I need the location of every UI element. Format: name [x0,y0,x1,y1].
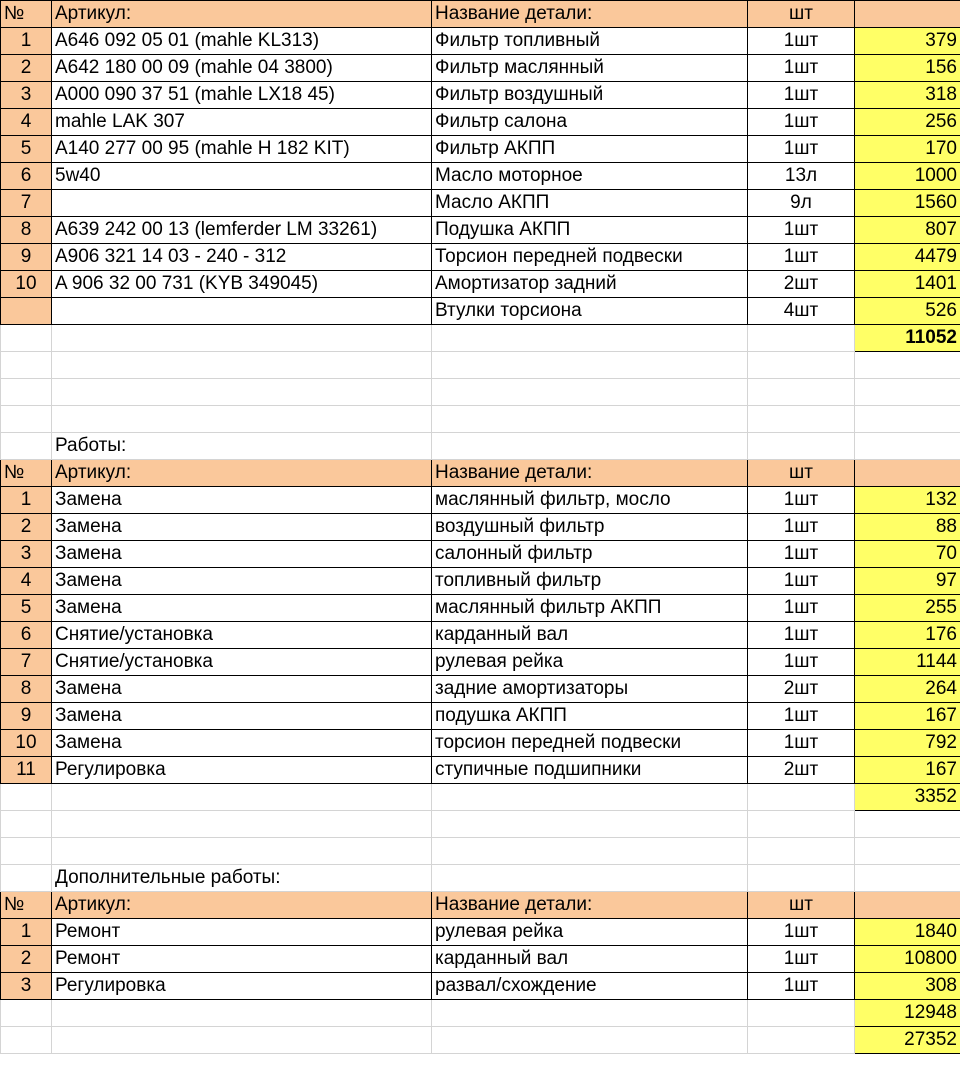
row-num[interactable]: 7 [1,649,52,676]
row-qty[interactable]: 2шт [748,757,855,784]
row-name[interactable]: Подушка АКПП [432,217,748,244]
empty-cell[interactable] [432,811,748,838]
row-name[interactable]: ступичные подшипники [432,757,748,784]
row-price[interactable]: 526 [855,298,960,325]
empty-row [1,406,960,433]
row-num[interactable]: 9 [1,244,52,271]
row-num[interactable]: 3 [1,82,52,109]
empty-cell[interactable] [1,325,52,352]
empty-cell[interactable] [748,433,855,460]
empty-cell[interactable] [432,784,748,811]
row-price[interactable]: 1401 [855,271,960,298]
row-qty[interactable]: 1шт [748,622,855,649]
parts-header-row [1,1,960,28]
row-qty[interactable]: 1шт [748,946,855,973]
row-price[interactable]: 176 [855,622,960,649]
row-name[interactable]: Втулки торсиона [432,298,748,325]
works-row [1,730,960,757]
empty-cell[interactable] [748,1000,855,1027]
row-name[interactable]: рулевая рейка [432,919,748,946]
row-num[interactable]: 5 [1,136,52,163]
row-name[interactable]: Фильтр маслянный [432,55,748,82]
row-price[interactable]: 1560 [855,190,960,217]
row-num[interactable]: 6 [1,163,52,190]
row-price[interactable]: 318 [855,82,960,109]
row-name[interactable]: Фильтр воздушный [432,82,748,109]
row-price[interactable]: 807 [855,217,960,244]
header-qty[interactable]: шт [748,460,855,487]
row-num[interactable]: 3 [1,973,52,1000]
row-article[interactable]: Регулировка [52,973,432,1000]
empty-cell[interactable] [748,352,855,379]
row-article[interactable]: A 906 32 00 731 (KYB 349045) [52,271,432,298]
row-article[interactable]: Замена [52,568,432,595]
row-article[interactable]: 5w40 [52,163,432,190]
works-total-row [1,784,960,811]
row-qty[interactable]: 1шт [748,919,855,946]
empty-cell[interactable] [52,406,432,433]
works-row [1,487,960,514]
row-name[interactable]: воздушный фильтр [432,514,748,541]
works-header-row [1,460,960,487]
row-article[interactable]: Ремонт [52,946,432,973]
row-price[interactable]: 256 [855,109,960,136]
row-price[interactable]: 170 [855,136,960,163]
row-article[interactable] [52,298,432,325]
row-num[interactable]: 10 [1,271,52,298]
header-price[interactable] [855,1,960,28]
empty-cell[interactable] [52,379,432,406]
row-qty[interactable]: 1шт [748,973,855,1000]
row-qty[interactable]: 1шт [748,136,855,163]
empty-cell[interactable] [1,838,52,865]
row-article[interactable]: A646 092 05 01 (mahle KL313) [52,28,432,55]
parts-row [1,28,960,55]
row-price[interactable]: 379 [855,28,960,55]
empty-cell[interactable] [1,1027,52,1054]
works-row [1,568,960,595]
works-row [1,649,960,676]
empty-cell[interactable] [855,811,960,838]
empty-cell[interactable] [855,865,960,892]
row-name[interactable]: подушка АКПП [432,703,748,730]
spreadsheet-body [1,1,960,1054]
row-price[interactable]: 70 [855,541,960,568]
row-article[interactable]: A642 180 00 09 (mahle 04 3800) [52,55,432,82]
extra-row [1,946,960,973]
extra-row [1,973,960,1000]
parts-row [1,82,960,109]
row-qty[interactable]: 2шт [748,676,855,703]
empty-cell[interactable] [52,1000,432,1027]
works-row [1,703,960,730]
row-qty[interactable]: 1шт [748,55,855,82]
row-article[interactable]: Замена [52,541,432,568]
row-price[interactable]: 1144 [855,649,960,676]
empty-cell[interactable] [1,1000,52,1027]
row-price[interactable]: 255 [855,595,960,622]
row-article[interactable]: Ремонт [52,919,432,946]
header-price[interactable] [855,892,960,919]
row-name[interactable]: развал/схождение [432,973,748,1000]
row-name[interactable]: Фильтр салона [432,109,748,136]
extra-title[interactable]: Дополнительные работы: [52,865,432,892]
empty-cell[interactable] [52,838,432,865]
row-qty[interactable]: 1шт [748,28,855,55]
parts-row [1,55,960,82]
parts-row [1,190,960,217]
empty-cell[interactable] [855,406,960,433]
empty-cell[interactable] [855,838,960,865]
row-article[interactable]: A906 321 14 03 - 240 - 312 [52,244,432,271]
row-article[interactable]: Замена [52,514,432,541]
empty-cell[interactable] [432,865,748,892]
row-num[interactable]: 4 [1,109,52,136]
row-name[interactable]: топливный фильтр [432,568,748,595]
works-row [1,595,960,622]
empty-cell[interactable] [1,433,52,460]
row-qty[interactable]: 1шт [748,541,855,568]
empty-cell[interactable] [748,1027,855,1054]
empty-cell[interactable] [432,1000,748,1027]
header-name[interactable]: Название детали: [432,460,748,487]
row-price[interactable]: 167 [855,703,960,730]
row-price[interactable]: 156 [855,55,960,82]
grand-total[interactable]: 27352 [855,1027,960,1054]
empty-cell[interactable] [855,379,960,406]
header-article[interactable]: Артикул: [52,1,432,28]
row-num[interactable]: 6 [1,622,52,649]
row-qty[interactable]: 1шт [748,244,855,271]
row-num[interactable]: 8 [1,217,52,244]
empty-cell[interactable] [432,379,748,406]
works-title-row [1,433,960,460]
row-name[interactable]: Фильтр топливный [432,28,748,55]
parts-row [1,136,960,163]
row-qty[interactable]: 1шт [748,487,855,514]
row-name[interactable]: рулевая рейка [432,649,748,676]
row-num[interactable]: 2 [1,55,52,82]
header-num[interactable]: № [1,1,52,28]
row-name[interactable]: Масло моторное [432,163,748,190]
empty-cell[interactable] [52,352,432,379]
row-price[interactable]: 167 [855,757,960,784]
extra-total[interactable]: 12948 [855,1000,960,1027]
row-name[interactable]: задние амортизаторы [432,676,748,703]
row-price[interactable]: 97 [855,568,960,595]
header-price[interactable] [855,460,960,487]
row-num[interactable]: 2 [1,946,52,973]
header-qty[interactable]: шт [748,892,855,919]
parts-row [1,217,960,244]
row-name[interactable]: Фильтр АКПП [432,136,748,163]
empty-cell[interactable] [52,784,432,811]
works-row [1,514,960,541]
header-name[interactable]: Название детали: [432,1,748,28]
row-num[interactable]: 10 [1,730,52,757]
empty-cell[interactable] [432,838,748,865]
row-qty[interactable]: 13л [748,163,855,190]
row-num[interactable]: 4 [1,568,52,595]
row-qty[interactable]: 1шт [748,649,855,676]
row-price[interactable]: 132 [855,487,960,514]
row-qty[interactable]: 1шт [748,217,855,244]
row-name[interactable]: карданный вал [432,622,748,649]
row-name[interactable]: Масло АКПП [432,190,748,217]
extra-total-row [1,1000,960,1027]
parts-row [1,298,960,325]
row-price[interactable]: 792 [855,730,960,757]
works-row [1,676,960,703]
empty-cell[interactable] [432,1027,748,1054]
empty-cell[interactable] [1,352,52,379]
row-num[interactable]: 7 [1,190,52,217]
parts-row [1,109,960,136]
row-price[interactable]: 1000 [855,163,960,190]
parts-row [1,271,960,298]
row-qty[interactable]: 9л [748,190,855,217]
row-article[interactable]: Замена [52,676,432,703]
empty-cell[interactable] [748,784,855,811]
row-qty[interactable]: 1шт [748,568,855,595]
row-name[interactable]: маслянный фильтр, мосло [432,487,748,514]
header-name[interactable]: Название детали: [432,892,748,919]
works-total[interactable]: 3352 [855,784,960,811]
row-name[interactable]: карданный вал [432,946,748,973]
row-article[interactable]: Замена [52,595,432,622]
row-qty[interactable]: 4шт [748,298,855,325]
row-num[interactable]: 9 [1,703,52,730]
empty-cell[interactable] [432,352,748,379]
header-article[interactable]: Артикул: [52,892,432,919]
header-article[interactable]: Артикул: [52,460,432,487]
row-name[interactable]: Торсион передней подвески [432,244,748,271]
row-qty[interactable]: 1шт [748,595,855,622]
empty-cell[interactable] [1,406,52,433]
row-article[interactable]: Замена [52,703,432,730]
empty-cell[interactable] [855,352,960,379]
row-price[interactable]: 1840 [855,919,960,946]
row-num[interactable]: 1 [1,919,52,946]
empty-cell[interactable] [748,838,855,865]
row-qty[interactable]: 1шт [748,703,855,730]
row-qty[interactable]: 1шт [748,730,855,757]
parts-total[interactable]: 11052 [855,325,960,352]
parts-row [1,244,960,271]
row-qty[interactable]: 1шт [748,514,855,541]
row-num[interactable]: 5 [1,595,52,622]
empty-row [1,811,960,838]
row-article[interactable]: A000 090 37 51 (mahle LX18 45) [52,82,432,109]
parts-total-row [1,325,960,352]
row-qty[interactable]: 1шт [748,109,855,136]
works-row [1,757,960,784]
row-qty[interactable]: 2шт [748,271,855,298]
row-qty[interactable]: 1шт [748,82,855,109]
header-num[interactable]: № [1,892,52,919]
empty-row [1,379,960,406]
empty-cell[interactable] [1,379,52,406]
row-num[interactable]: 3 [1,541,52,568]
row-price[interactable]: 264 [855,676,960,703]
row-price[interactable]: 308 [855,973,960,1000]
row-name[interactable]: Амортизатор задний [432,271,748,298]
row-article[interactable]: Снятие/установка [52,622,432,649]
extra-title-row [1,865,960,892]
empty-cell[interactable] [855,433,960,460]
extra-header-row [1,892,960,919]
empty-cell[interactable] [748,811,855,838]
empty-cell[interactable] [432,433,748,460]
empty-cell[interactable] [432,406,748,433]
empty-cell[interactable] [748,379,855,406]
empty-row [1,352,960,379]
row-article[interactable]: Замена [52,730,432,757]
works-row [1,541,960,568]
row-article[interactable] [52,190,432,217]
empty-cell[interactable] [52,1027,432,1054]
empty-cell[interactable] [748,406,855,433]
row-name[interactable]: салонный фильтр [432,541,748,568]
row-num[interactable]: 1 [1,28,52,55]
row-article[interactable]: mahle LAK 307 [52,109,432,136]
empty-cell[interactable] [52,811,432,838]
parts-row [1,163,960,190]
row-name[interactable]: торсион передней подвески [432,730,748,757]
row-num[interactable]: 2 [1,514,52,541]
row-num[interactable]: 11 [1,757,52,784]
empty-row [1,838,960,865]
empty-cell[interactable] [1,865,52,892]
empty-cell[interactable] [1,811,52,838]
empty-cell[interactable] [748,325,855,352]
row-num[interactable]: 8 [1,676,52,703]
header-num[interactable]: № [1,460,52,487]
row-num[interactable] [1,298,52,325]
extra-row [1,919,960,946]
empty-cell[interactable] [52,325,432,352]
row-price[interactable]: 10800 [855,946,960,973]
row-name[interactable]: маслянный фильтр АКПП [432,595,748,622]
row-article[interactable]: Замена [52,487,432,514]
empty-cell[interactable] [748,865,855,892]
header-qty[interactable]: шт [748,1,855,28]
row-article[interactable]: A140 277 00 95 (mahle H 182 KIT) [52,136,432,163]
works-row [1,622,960,649]
works-title[interactable]: Работы: [52,433,432,460]
row-price[interactable]: 88 [855,514,960,541]
empty-cell[interactable] [1,784,52,811]
row-article[interactable]: A639 242 00 13 (lemferder LM 33261) [52,217,432,244]
row-price[interactable]: 4479 [855,244,960,271]
row-article[interactable]: Снятие/установка [52,649,432,676]
grand-total-row [1,1027,960,1054]
row-article[interactable]: Регулировка [52,757,432,784]
row-num[interactable]: 1 [1,487,52,514]
empty-cell[interactable] [432,325,748,352]
